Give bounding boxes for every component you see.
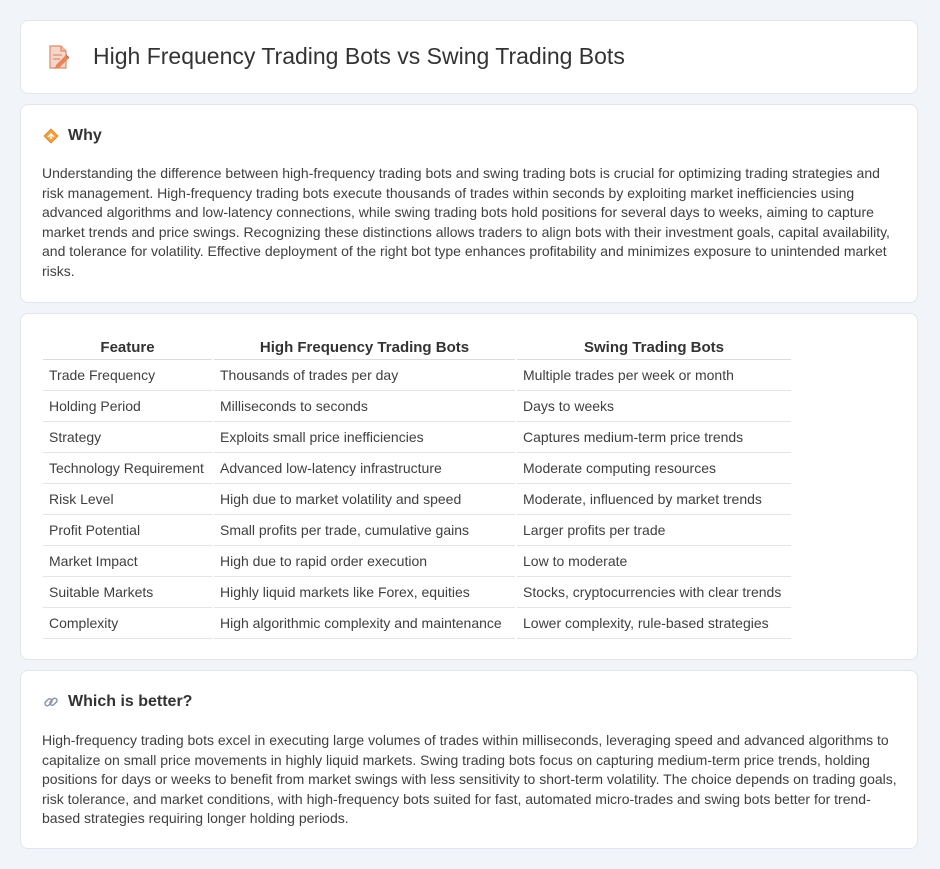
- hft-cell: Advanced low-latency infrastructure: [214, 453, 515, 484]
- feature-cell: Complexity: [43, 608, 212, 639]
- hft-cell: High due to rapid order execution: [214, 546, 515, 577]
- feature-cell: Trade Frequency: [43, 360, 212, 391]
- feature-cell: Technology Requirement: [43, 453, 212, 484]
- better-card: [20, 670, 918, 849]
- swing-cell: Larger profits per trade: [517, 515, 791, 546]
- page-title: High Frequency Trading Bots vs Swing Trading Bots: [93, 43, 625, 69]
- hft-cell: Exploits small price inefficiencies: [214, 422, 515, 453]
- document-pencil-icon: [47, 44, 71, 70]
- hft-cell: Highly liquid markets like Forex, equities: [214, 577, 515, 608]
- column-header-hft: High Frequency Trading Bots: [214, 336, 515, 360]
- diamond-sign-icon: [43, 128, 59, 144]
- better-heading: [43, 693, 192, 711]
- column-header-feature: Feature: [43, 336, 212, 360]
- feature-cell: Market Impact: [43, 546, 212, 577]
- better-title: Which is better?: [68, 693, 193, 710]
- table-row: [43, 453, 791, 484]
- swing-cell: Low to moderate: [517, 546, 791, 577]
- table-header-row: [43, 336, 791, 360]
- title-card: [20, 20, 918, 94]
- column-header-swing: Swing Trading Bots: [517, 336, 791, 360]
- title-row: [47, 43, 625, 70]
- feature-cell: Strategy: [43, 422, 212, 453]
- why-card: [20, 104, 918, 303]
- table-row: [43, 515, 791, 546]
- why-heading: [43, 127, 102, 145]
- hft-cell: Milliseconds to seconds: [214, 391, 515, 422]
- hft-cell: Thousands of trades per day: [214, 360, 515, 391]
- link-icon: [43, 694, 59, 710]
- comparison-table: [41, 336, 793, 639]
- table-row: [43, 546, 791, 577]
- table-row: [43, 608, 791, 639]
- table-row: [43, 391, 791, 422]
- table-row: [43, 484, 791, 515]
- why-text: Understanding the difference between high-frequency trading bots and swing trading bots is crucial for optimizing trading strategies and risk management. High-frequency trading bots execute thousands of trades within seconds by exploiting market inefficiencies using advanced algorithms and low-latency connections, while swing trading bots hold positions for several days to weeks, aiming to capture market trends and price swings. Recognizing these distinctions allows traders to align bots with their investment goals, capital availability, and tolerance for volatility. Effective deployment of the right bot type enhances profitability and minimizes exposure to unintended market risks.: [42, 165, 890, 279]
- swing-cell: Stocks, cryptocurrencies with clear trends: [517, 577, 791, 608]
- comparison-card: [20, 313, 918, 660]
- table-row: [43, 577, 791, 608]
- swing-cell: Captures medium-term price trends: [517, 422, 791, 453]
- swing-cell: Days to weeks: [517, 391, 791, 422]
- feature-cell: Profit Potential: [43, 515, 212, 546]
- hft-cell: High algorithmic complexity and maintenance: [214, 608, 515, 639]
- hft-cell: Small profits per trade, cumulative gains: [214, 515, 515, 546]
- feature-cell: Risk Level: [43, 484, 212, 515]
- swing-cell: Multiple trades per week or month: [517, 360, 791, 391]
- feature-cell: Suitable Markets: [43, 577, 212, 608]
- better-text: High-frequency trading bots excel in executing large volumes of trades within milliseconds, leveraging speed and advanced algorithms to capitalize on small price movements in highly liquid markets. Swing trading bots focus on capturing medium-term price trends, holding positions for days or weeks to benefit from market swings with less sensitivity to short-term volatility. The choice depends on trading goals, risk tolerance, and market conditions, with high-frequency bots suited for fast, automated micro-trades and swing bots better for trend-based strategies requiring longer holding periods.: [42, 732, 897, 827]
- feature-cell: Holding Period: [43, 391, 212, 422]
- table-row: [43, 422, 791, 453]
- table-row: [43, 360, 791, 391]
- hft-cell: High due to market volatility and speed: [214, 484, 515, 515]
- swing-cell: Moderate, influenced by market trends: [517, 484, 791, 515]
- swing-cell: Moderate computing resources: [517, 453, 791, 484]
- swing-cell: Lower complexity, rule-based strategies: [517, 608, 791, 639]
- why-title: Why: [68, 127, 102, 144]
